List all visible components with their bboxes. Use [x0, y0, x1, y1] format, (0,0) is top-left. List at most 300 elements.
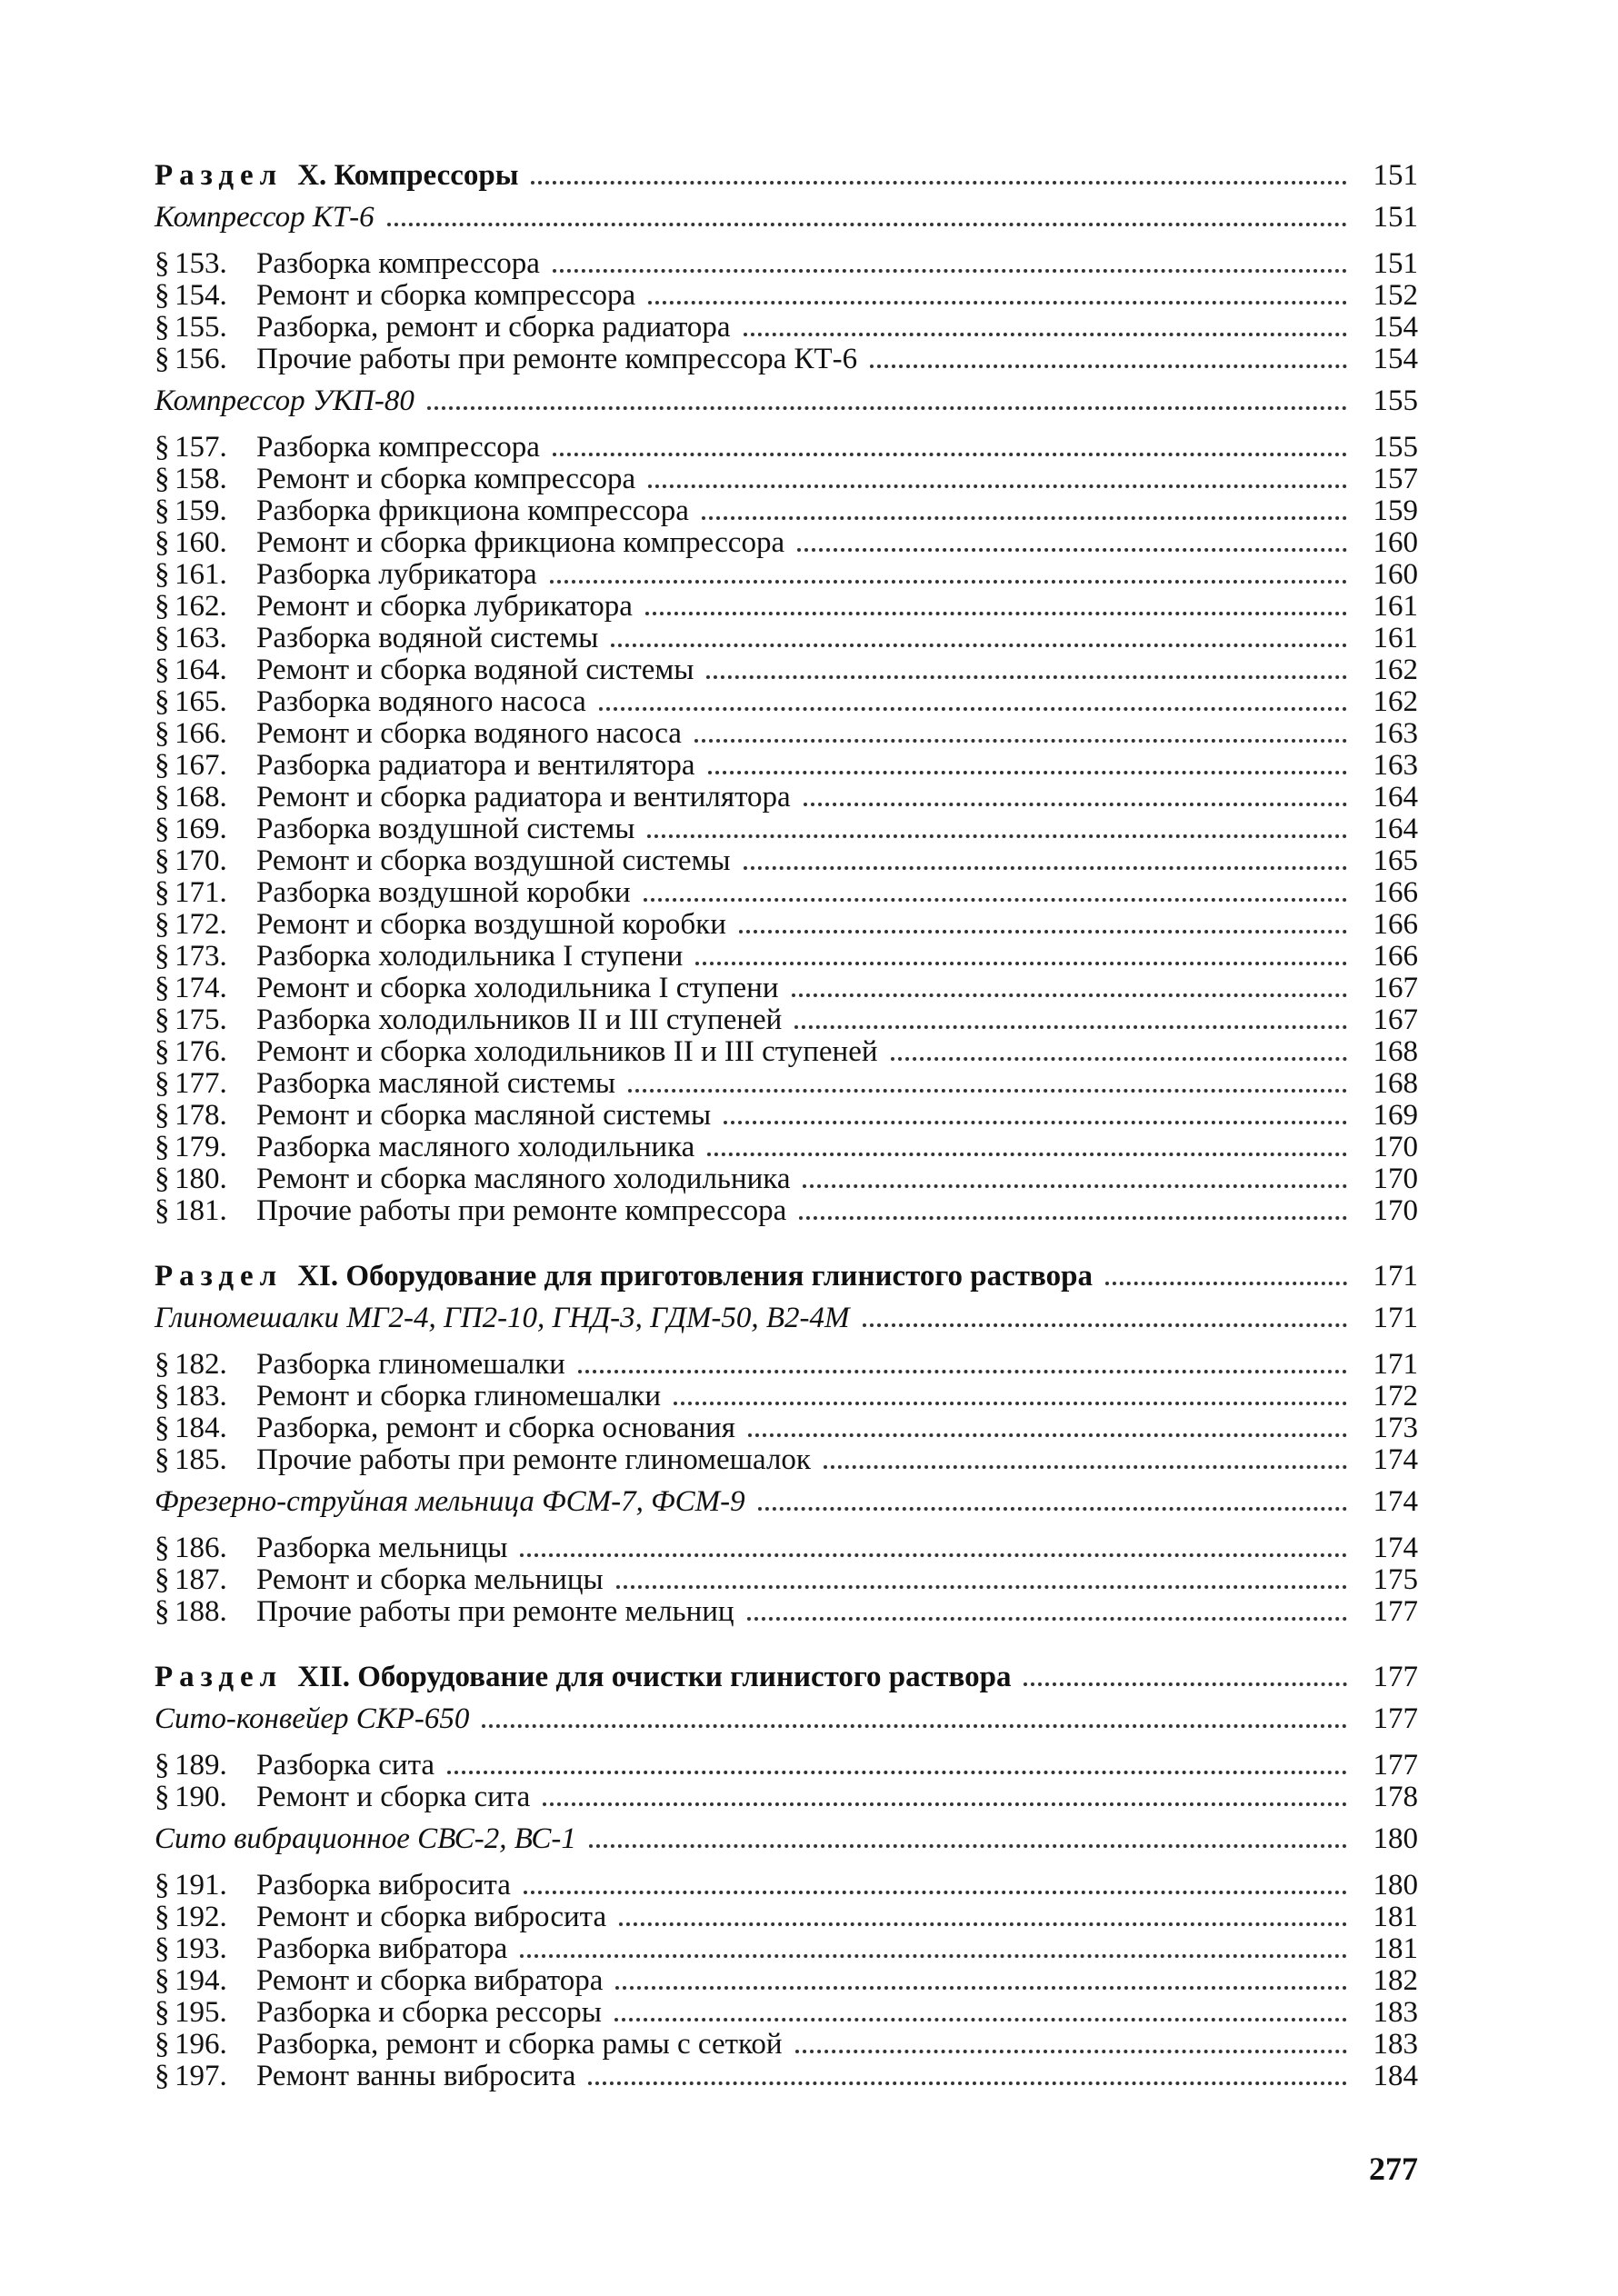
- entry-page: 167: [1373, 1003, 1418, 1036]
- section-sign: §: [155, 1595, 170, 1628]
- dot-leader: [648, 484, 1347, 488]
- section-sign: §: [155, 1099, 170, 1132]
- entry-title: Ремонт и сборка водяной системы: [256, 654, 694, 686]
- entry-page: 164: [1373, 781, 1418, 814]
- entry-number: 166.: [175, 717, 227, 750]
- dot-leader: [599, 706, 1347, 711]
- toc-entry: [155, 654, 1418, 686]
- section-sign: §: [155, 526, 170, 559]
- entry-page: 160: [1373, 526, 1418, 559]
- toc-entry: [155, 845, 1418, 877]
- entry-title: Ремонт и сборка воздушной коробки: [256, 908, 726, 941]
- section-sign: §: [155, 1964, 170, 1997]
- toc-entry: [155, 1068, 1418, 1100]
- entry-page: 181: [1373, 1901, 1418, 1933]
- entry-page: 166: [1373, 940, 1418, 973]
- entry-number: 158.: [175, 463, 227, 495]
- section-sign: §: [155, 1901, 170, 1933]
- toc-entry: [155, 1870, 1418, 1902]
- entry-page: 178: [1373, 1781, 1418, 1813]
- toc-entry: [155, 432, 1418, 464]
- section-page: 171: [1373, 1260, 1418, 1293]
- spacer: [155, 417, 1418, 432]
- toc-entry: [155, 1564, 1418, 1596]
- entry-number: 186.: [175, 1532, 227, 1564]
- toc-entry: [155, 248, 1418, 280]
- dot-leader: [792, 993, 1347, 997]
- dot-leader: [616, 1584, 1347, 1589]
- entry-number: 154.: [175, 279, 227, 312]
- entry-page: 177: [1373, 1749, 1418, 1782]
- entry-page: 162: [1373, 685, 1418, 718]
- section-sign: §: [155, 717, 170, 750]
- entry-title: Прочие работы при ремонте глиномешалок: [256, 1443, 811, 1476]
- dot-leader: [744, 332, 1347, 336]
- dot-leader: [708, 770, 1348, 774]
- entry-number: 172.: [175, 908, 227, 941]
- dot-leader: [647, 834, 1347, 838]
- entry-number: 188.: [175, 1595, 227, 1628]
- entry-page: 163: [1373, 749, 1418, 782]
- entry-page: 157: [1373, 463, 1418, 495]
- section-sign: §: [155, 1412, 170, 1444]
- toc-entry: [155, 1381, 1418, 1413]
- toc-entry: [155, 941, 1418, 973]
- entry-title: Разборка лубрикатора: [256, 558, 537, 591]
- dot-leader: [1024, 1682, 1347, 1686]
- section-sign: §: [155, 749, 170, 782]
- spacer: [155, 1855, 1418, 1870]
- section-label: Раздел: [155, 1661, 284, 1693]
- entry-page: 182: [1373, 1964, 1418, 1997]
- toc-entry: [155, 1163, 1418, 1195]
- entry-number: 162.: [175, 590, 227, 623]
- entry-page: 170: [1373, 1163, 1418, 1195]
- section-sign: §: [155, 2028, 170, 2061]
- dot-leader: [739, 929, 1347, 933]
- page-number: 277: [1369, 2151, 1418, 2187]
- subsection-heading: [155, 1693, 1418, 1735]
- entry-number: 189.: [175, 1749, 227, 1782]
- spacer: [155, 1334, 1418, 1349]
- entry-page: 168: [1373, 1035, 1418, 1068]
- section-sign: §: [155, 1194, 170, 1227]
- dot-leader: [427, 405, 1347, 410]
- entry-page: 170: [1373, 1131, 1418, 1163]
- entry-title: Ремонт и сборка компрессора: [256, 279, 636, 312]
- toc-entry: [155, 344, 1418, 375]
- dot-leader: [550, 579, 1347, 584]
- entry-title: Разборка масляного холодильника: [256, 1131, 695, 1163]
- entry-page: 152: [1373, 279, 1418, 312]
- entry-page: 151: [1373, 247, 1418, 280]
- spacer: [155, 1628, 1418, 1652]
- section-sign: §: [155, 1781, 170, 1813]
- entry-number: 175.: [175, 1003, 227, 1036]
- section-sign: §: [155, 685, 170, 718]
- toc-entry: [155, 464, 1418, 495]
- entry-title: Ремонт и сборка масляной системы: [256, 1099, 712, 1132]
- section-page: 151: [1373, 159, 1418, 192]
- entry-title: Ремонт и сборка компрессора: [256, 463, 636, 495]
- section-sign: §: [155, 813, 170, 845]
- dot-leader: [615, 1985, 1347, 1990]
- section-sign: §: [155, 1003, 170, 1036]
- toc-entry: [155, 1997, 1418, 2029]
- entry-title: Разборка сита: [256, 1749, 435, 1782]
- entry-number: 160.: [175, 526, 227, 559]
- section-sign: §: [155, 1996, 170, 2029]
- subsection-title: Глиномешалки МГ2-4, ГП2-10, ГНД-3, ГДМ-50, В2-4М: [155, 1302, 850, 1334]
- subsection-heading: [155, 1476, 1418, 1518]
- entry-page: 154: [1373, 311, 1418, 344]
- dot-leader: [648, 300, 1347, 304]
- entry-title: Разборка вибросита: [256, 1869, 511, 1902]
- entry-title: Прочие работы при ремонте компрессора: [256, 1194, 787, 1227]
- dot-leader: [747, 1616, 1347, 1621]
- section-sign: §: [155, 247, 170, 280]
- section-sign: §: [155, 590, 170, 623]
- dot-leader: [553, 452, 1347, 456]
- entry-page: 170: [1373, 1194, 1418, 1227]
- section-title: XI. Оборудование для приготовления глинистого раствора: [297, 1260, 1093, 1293]
- dot-leader: [797, 547, 1347, 552]
- toc-entry: [155, 1349, 1418, 1381]
- section-label: Раздел: [155, 1260, 284, 1293]
- section-sign: §: [155, 1532, 170, 1564]
- entry-number: 164.: [175, 654, 227, 686]
- section-heading: [155, 150, 1418, 192]
- toc-entry: [155, 1036, 1418, 1068]
- entry-title: Разборка воздушной коробки: [256, 876, 631, 909]
- subsection-title: Сито вибрационное СВС-2, ВС-1: [155, 1822, 576, 1855]
- entry-title: Ремонт и сборка холодильников II и III ступеней: [256, 1035, 878, 1068]
- toc-entry: [155, 686, 1418, 718]
- dot-leader: [614, 2017, 1347, 2021]
- entry-page: 155: [1373, 431, 1418, 464]
- entry-title: Разборка фрикциона компрессора: [256, 494, 689, 527]
- dot-leader: [724, 1120, 1347, 1124]
- entry-title: Прочие работы при ремонте компрессора КТ-6: [256, 343, 858, 375]
- entry-title: Ремонт и сборка глиномешалки: [256, 1380, 662, 1413]
- dot-leader: [611, 643, 1347, 647]
- dot-leader: [799, 1215, 1347, 1220]
- entry-title: Ремонт и сборка вибросита: [256, 1901, 607, 1933]
- section-page: 177: [1373, 1661, 1418, 1693]
- entry-number: 191.: [175, 1869, 227, 1902]
- section-sign: §: [155, 1035, 170, 1068]
- toc-entry: [155, 1782, 1418, 1813]
- entry-title: Разборка воздушной системы: [256, 813, 635, 845]
- entry-number: 197.: [175, 2060, 227, 2092]
- entry-title: Разборка вибратора: [256, 1932, 508, 1965]
- dot-leader: [758, 1506, 1347, 1511]
- toc-entry: [155, 1004, 1418, 1036]
- toc-entry: [155, 718, 1418, 750]
- subsection-page: 180: [1373, 1822, 1418, 1855]
- toc-entry: [155, 1132, 1418, 1163]
- dot-leader: [482, 1723, 1347, 1728]
- entry-title: Разборка, ремонт и сборка рамы с сеткой: [256, 2028, 783, 2061]
- entry-number: 157.: [175, 431, 227, 464]
- dot-leader: [520, 1953, 1347, 1958]
- entry-number: 195.: [175, 1996, 227, 2029]
- toc-entry: [155, 495, 1418, 527]
- entry-page: 159: [1373, 494, 1418, 527]
- dot-leader: [695, 961, 1347, 965]
- entry-title: Разборка мельницы: [256, 1532, 508, 1564]
- entry-page: 174: [1373, 1532, 1418, 1564]
- toc-entry: [155, 527, 1418, 559]
- entry-number: 173.: [175, 940, 227, 973]
- section-sign: §: [155, 622, 170, 654]
- entry-number: 171.: [175, 876, 227, 909]
- section-label: Раздел: [155, 159, 284, 192]
- entry-page: 171: [1373, 1348, 1418, 1381]
- entry-number: 159.: [175, 494, 227, 527]
- toc-entry: [155, 2061, 1418, 2092]
- toc-entry: [155, 1444, 1418, 1476]
- entry-title: Ремонт ванны вибросита: [256, 2060, 576, 2092]
- toc-entry: [155, 1933, 1418, 1965]
- toc-entry: [155, 909, 1418, 941]
- dot-leader: [1105, 1281, 1347, 1285]
- section-sign: §: [155, 431, 170, 464]
- dot-leader: [387, 222, 1347, 226]
- toc-entry: [155, 559, 1418, 591]
- subsection-page: 171: [1373, 1302, 1418, 1334]
- dot-leader: [870, 364, 1347, 368]
- subsection-heading: [155, 1813, 1418, 1855]
- entry-page: 162: [1373, 654, 1418, 686]
- entry-title: Ремонт и сборка воздушной системы: [256, 844, 731, 877]
- entry-title: Ремонт и сборка холодильника I ступени: [256, 972, 779, 1004]
- toc-entry: [155, 973, 1418, 1004]
- entry-title: Ремонт и сборка фрикциона компрессора: [256, 526, 785, 559]
- entry-page: 177: [1373, 1595, 1418, 1628]
- entry-title: Ремонт и сборка вибратора: [256, 1964, 604, 1997]
- entry-page: 168: [1373, 1067, 1418, 1100]
- entry-page: 166: [1373, 908, 1418, 941]
- entry-title: Ремонт и сборка мельницы: [256, 1563, 604, 1596]
- subsection-heading: [155, 375, 1418, 417]
- dot-leader: [619, 1922, 1347, 1926]
- subsection-title: Компрессор КТ-6: [155, 201, 375, 234]
- section-sign: §: [155, 1163, 170, 1195]
- dot-leader: [520, 1552, 1347, 1557]
- entry-number: 182.: [175, 1348, 227, 1381]
- entry-title: Ремонт и сборка водяного насоса: [256, 717, 682, 750]
- dot-leader: [645, 611, 1347, 615]
- toc-entry: [155, 312, 1418, 344]
- entry-number: 190.: [175, 1781, 227, 1813]
- section-sign: §: [155, 1131, 170, 1163]
- dot-leader: [543, 1802, 1347, 1806]
- dot-leader: [824, 1464, 1347, 1469]
- dot-leader: [863, 1323, 1347, 1327]
- section-sign: §: [155, 343, 170, 375]
- entry-page: 175: [1373, 1563, 1418, 1596]
- toc-entry: [155, 280, 1418, 312]
- section-sign: §: [155, 279, 170, 312]
- subsection-page: 151: [1373, 201, 1418, 234]
- entry-title: Разборка глиномешалки: [256, 1348, 565, 1381]
- entry-number: 179.: [175, 1131, 227, 1163]
- spacer: [155, 1735, 1418, 1750]
- section-sign: §: [155, 1563, 170, 1596]
- entry-title: Разборка холодильника I ступени: [256, 940, 684, 973]
- entry-number: 156.: [175, 343, 227, 375]
- entry-number: 181.: [175, 1194, 227, 1227]
- subsection-heading: [155, 1293, 1418, 1334]
- entry-title: Ремонт и сборка сита: [256, 1781, 531, 1813]
- entry-page: 173: [1373, 1412, 1418, 1444]
- section-heading: [155, 1652, 1418, 1693]
- dot-leader: [628, 1088, 1347, 1093]
- toc-entry: [155, 877, 1418, 909]
- dot-leader: [644, 897, 1347, 902]
- section-sign: §: [155, 1932, 170, 1965]
- section-sign: §: [155, 940, 170, 973]
- entry-title: Разборка, ремонт и сборка основания: [256, 1412, 735, 1444]
- dot-leader: [553, 268, 1347, 273]
- entry-title: Разборка, ремонт и сборка радиатора: [256, 311, 731, 344]
- entry-title: Разборка масляной системы: [256, 1067, 616, 1100]
- section-sign: §: [155, 1869, 170, 1902]
- subsection-title: Фрезерно-струйная мельница ФСМ-7, ФСМ-9: [155, 1485, 745, 1518]
- spacer: [155, 1227, 1418, 1251]
- section-sign: §: [155, 1380, 170, 1413]
- subsection-page: 177: [1373, 1702, 1418, 1735]
- entry-page: 180: [1373, 1869, 1418, 1902]
- section-sign: §: [155, 1348, 170, 1381]
- section-title: XII. Оборудование для очистки глинистого раствора: [297, 1661, 1012, 1693]
- entry-number: 193.: [175, 1932, 227, 1965]
- section-sign: §: [155, 463, 170, 495]
- dot-leader: [794, 1024, 1347, 1029]
- section-sign: §: [155, 1443, 170, 1476]
- spacer: [155, 1518, 1418, 1532]
- toc-entry: [155, 1413, 1418, 1444]
- entry-number: 178.: [175, 1099, 227, 1132]
- entry-number: 174.: [175, 972, 227, 1004]
- entry-title: Разборка и сборка рессоры: [256, 1996, 602, 2029]
- entry-page: 160: [1373, 558, 1418, 591]
- section-sign: §: [155, 2060, 170, 2092]
- entry-page: 167: [1373, 972, 1418, 1004]
- entry-number: 167.: [175, 749, 227, 782]
- section-sign: §: [155, 654, 170, 686]
- entry-title: Ремонт и сборка радиатора и вентилятора: [256, 781, 791, 814]
- toc-entry: [155, 1100, 1418, 1132]
- section-sign: §: [155, 558, 170, 591]
- entry-number: 192.: [175, 1901, 227, 1933]
- dot-leader: [524, 1890, 1347, 1894]
- toc-entry: [155, 623, 1418, 654]
- dot-leader: [694, 738, 1347, 743]
- dot-leader: [578, 1369, 1347, 1373]
- entry-title: Разборка радиатора и вентилятора: [256, 749, 695, 782]
- section-sign: §: [155, 1749, 170, 1782]
- entry-page: 181: [1373, 1932, 1418, 1965]
- dot-leader: [588, 2081, 1347, 2085]
- dot-leader: [447, 1770, 1347, 1774]
- entry-number: 185.: [175, 1443, 227, 1476]
- entry-page: 161: [1373, 622, 1418, 654]
- entry-page: 172: [1373, 1380, 1418, 1413]
- toc-entry: [155, 782, 1418, 814]
- entry-title: Ремонт и сборка лубрикатора: [256, 590, 633, 623]
- entry-title: Разборка водяной системы: [256, 622, 599, 654]
- entry-number: 168.: [175, 781, 227, 814]
- entry-number: 163.: [175, 622, 227, 654]
- entry-number: 184.: [175, 1412, 227, 1444]
- dot-leader: [744, 865, 1347, 870]
- entry-number: 194.: [175, 1964, 227, 1997]
- entry-number: 187.: [175, 1563, 227, 1596]
- entry-page: 166: [1373, 876, 1418, 909]
- toc-entry: [155, 2029, 1418, 2061]
- subsection-heading: [155, 192, 1418, 234]
- dot-leader: [804, 802, 1347, 806]
- subsection-title: Сито-конвейер СКР-650: [155, 1702, 470, 1735]
- entry-number: 180.: [175, 1163, 227, 1195]
- section-sign: §: [155, 876, 170, 909]
- entry-page: 183: [1373, 2028, 1418, 2061]
- dot-leader: [589, 1843, 1347, 1848]
- entry-title: Ремонт и сборка масляного холодильника: [256, 1163, 791, 1195]
- entry-number: 153.: [175, 247, 227, 280]
- entry-title: Разборка холодильников II и III ступеней: [256, 1003, 783, 1036]
- dot-leader: [707, 1152, 1347, 1156]
- toc-entry: [155, 1195, 1418, 1227]
- entry-number: 183.: [175, 1380, 227, 1413]
- dot-leader: [702, 515, 1347, 520]
- section-sign: §: [155, 1067, 170, 1100]
- entry-page: 164: [1373, 813, 1418, 845]
- entry-page: 183: [1373, 1996, 1418, 2029]
- toc-entry: [155, 591, 1418, 623]
- dot-leader: [706, 674, 1347, 679]
- toc-entry: [155, 1596, 1418, 1628]
- toc-entry: [155, 1750, 1418, 1782]
- entry-number: 177.: [175, 1067, 227, 1100]
- dot-leader: [795, 2049, 1347, 2053]
- entry-number: 165.: [175, 685, 227, 718]
- spacer: [155, 234, 1418, 248]
- section-sign: §: [155, 972, 170, 1004]
- entry-number: 170.: [175, 844, 227, 877]
- section-sign: §: [155, 494, 170, 527]
- section-sign: §: [155, 844, 170, 877]
- toc-entry: [155, 1532, 1418, 1564]
- entry-number: 176.: [175, 1035, 227, 1068]
- section-heading: [155, 1251, 1418, 1293]
- subsection-page: 155: [1373, 384, 1418, 417]
- entry-page: 154: [1373, 343, 1418, 375]
- toc-entry: [155, 814, 1418, 845]
- entry-page: 184: [1373, 2060, 1418, 2092]
- dot-leader: [531, 180, 1347, 185]
- section-sign: §: [155, 311, 170, 344]
- toc-entry: [155, 1965, 1418, 1997]
- dot-leader: [748, 1433, 1347, 1437]
- entry-title: Прочие работы при ремонте мельниц: [256, 1595, 734, 1628]
- entry-page: 169: [1373, 1099, 1418, 1132]
- entry-page: 174: [1373, 1443, 1418, 1476]
- entry-page: 161: [1373, 590, 1418, 623]
- section-sign: §: [155, 908, 170, 941]
